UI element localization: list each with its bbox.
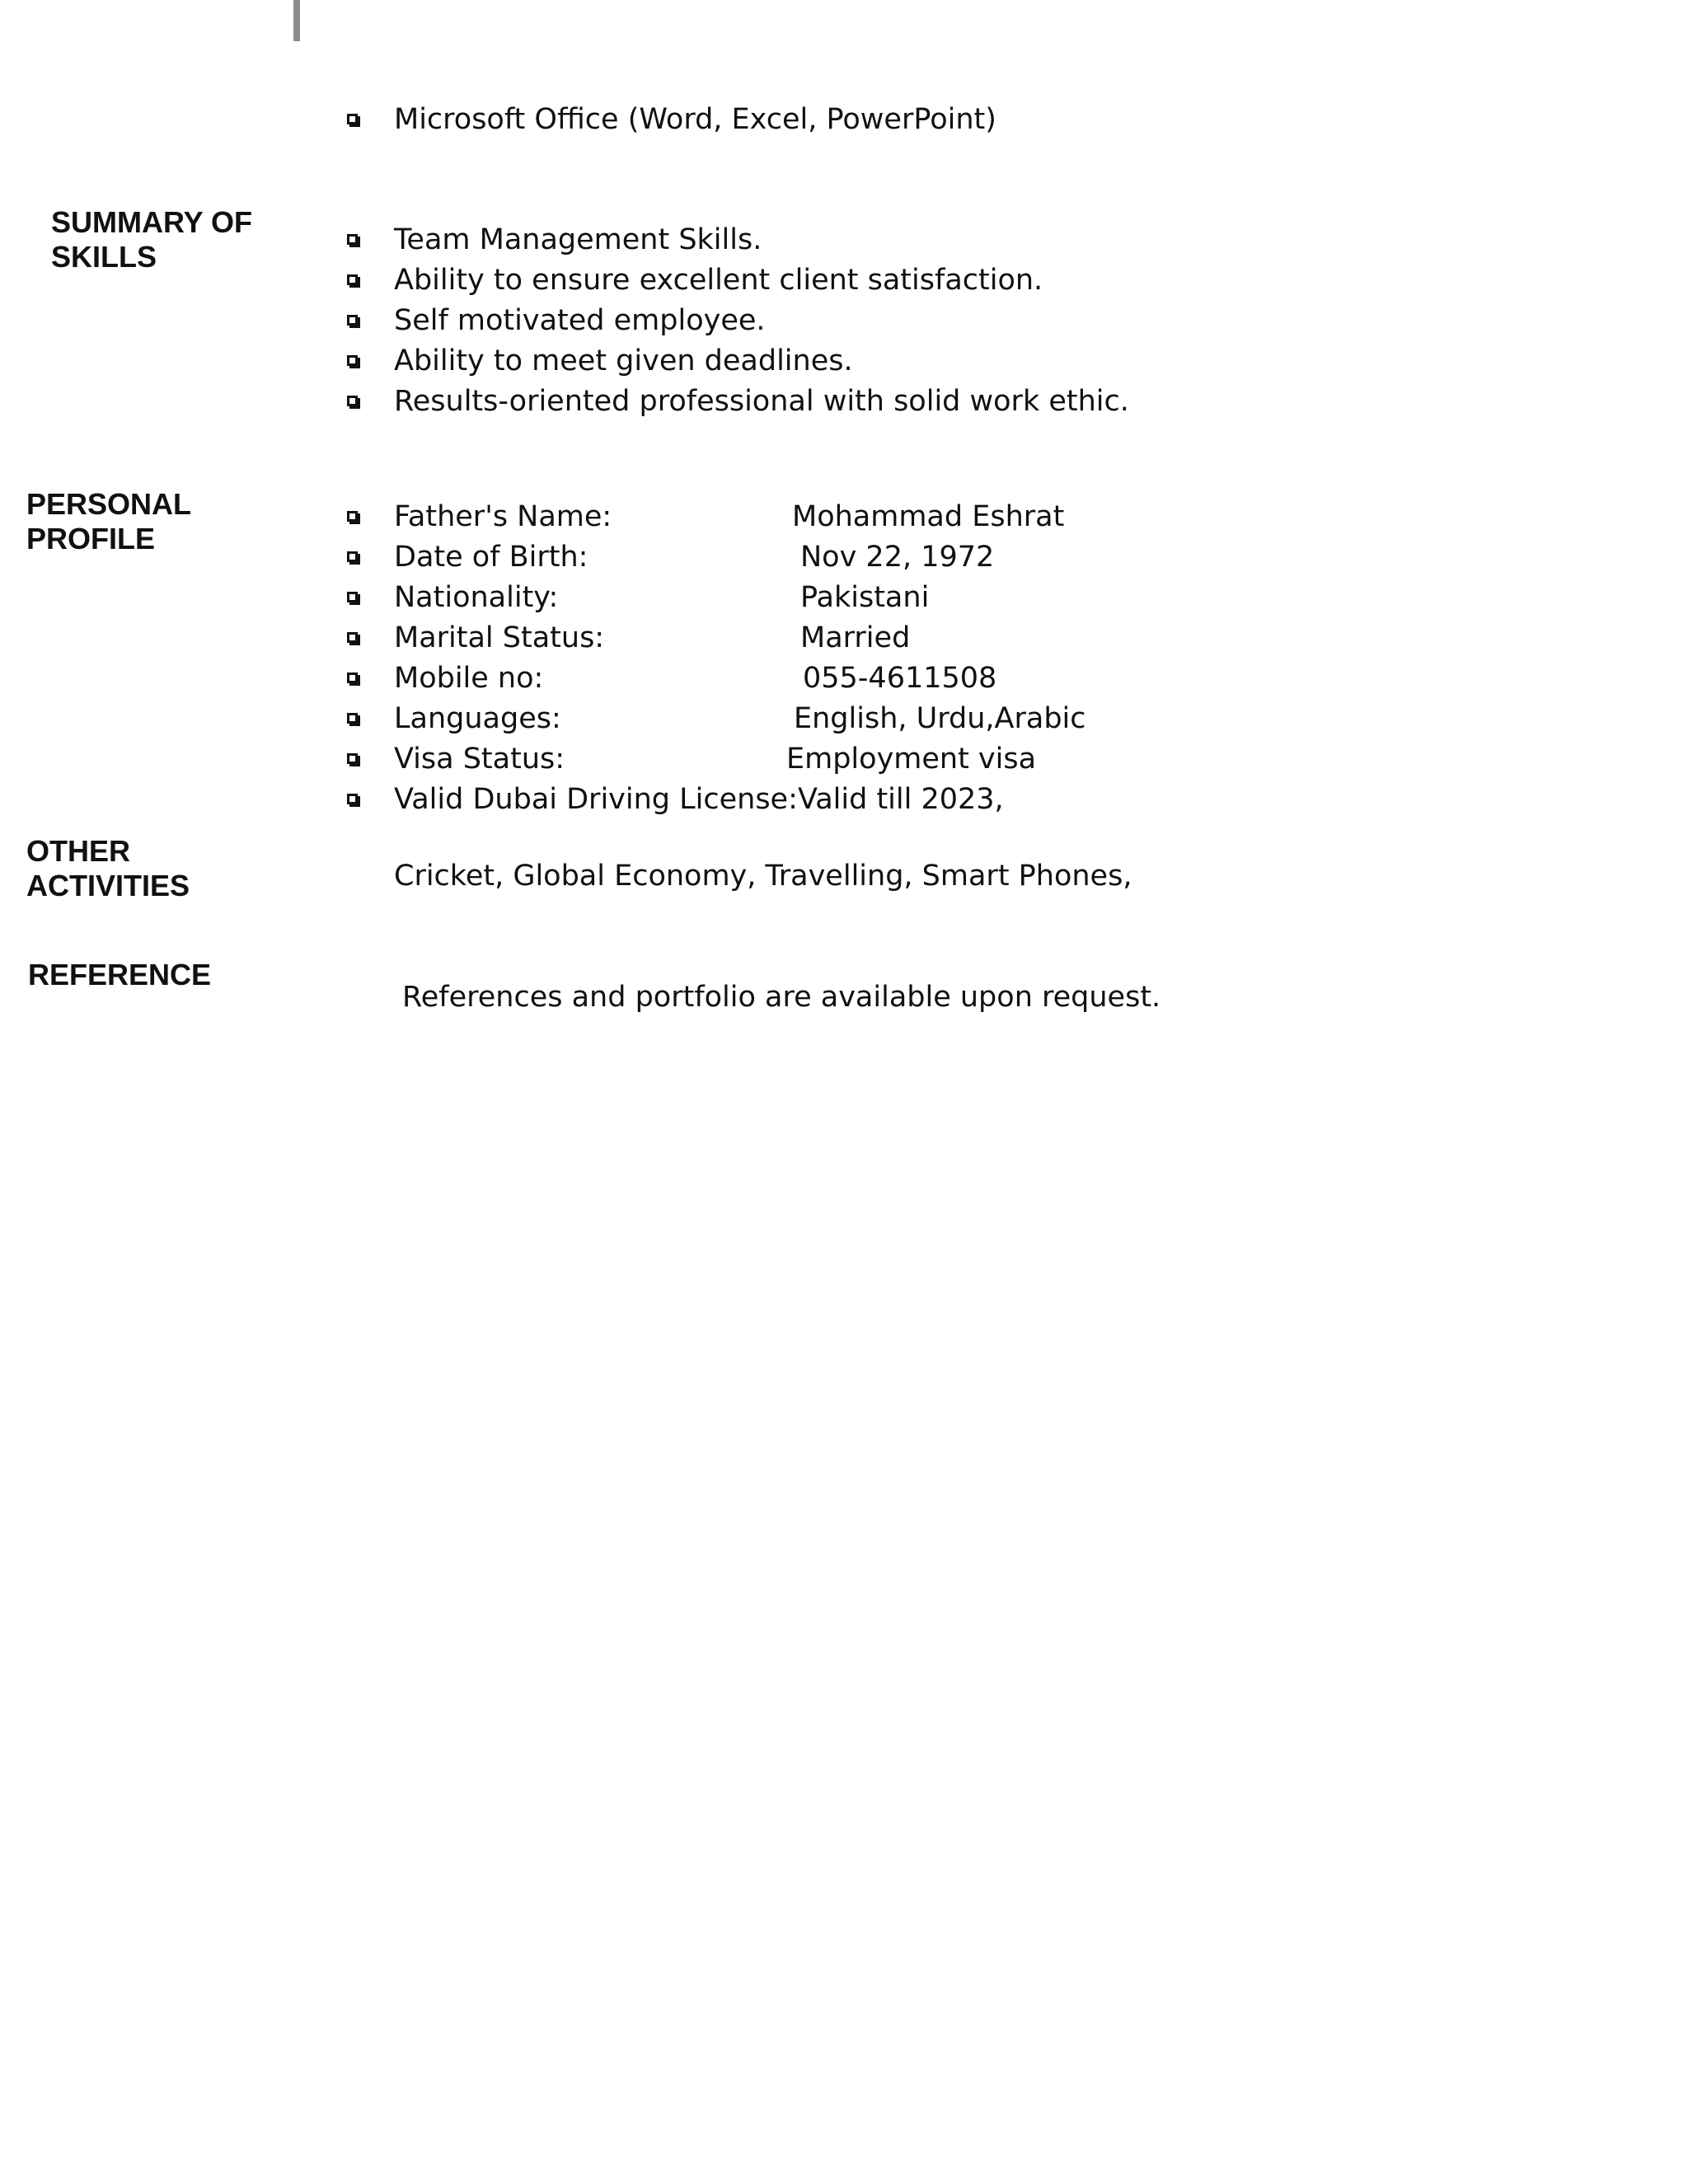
checkbox-bullet-icon: [347, 673, 358, 683]
checkbox-bullet-icon: [347, 315, 358, 326]
profile-value: Employment visa: [786, 743, 1037, 776]
checkbox-bullet-icon: [347, 713, 358, 724]
profile-label: Marital Status:: [394, 621, 605, 654]
reference-text: References and portfolio are available upon request.: [402, 981, 1161, 1014]
skill-item: Self motivated employee.: [394, 304, 766, 337]
reference-heading: REFERENCE: [28, 958, 212, 991]
checkbox-bullet-icon: [347, 592, 358, 602]
software-item: Microsoft Office (Word, Excel, PowerPoint): [394, 103, 996, 136]
checkbox-bullet-icon: [347, 551, 358, 562]
skill-item: Results-oriented professional with solid work ethic.: [394, 385, 1129, 418]
skill-item: Ability to meet given deadlines.: [394, 344, 853, 377]
profile-label: Languages:: [394, 702, 561, 735]
profile-label: Date of Birth:: [394, 541, 588, 574]
checkbox-bullet-icon: [347, 794, 358, 804]
checkbox-bullet-icon: [347, 511, 358, 522]
profile-heading-line1: PERSONAL: [26, 487, 192, 521]
checkbox-bullet-icon: [347, 274, 358, 285]
top-divider: [293, 0, 300, 41]
skill-item: Ability to ensure excellent client satisfaction.: [394, 264, 1043, 297]
checkbox-bullet-icon: [347, 355, 358, 366]
profile-value: Nov 22, 1972: [800, 541, 995, 574]
profile-label: Valid Dubai Driving License:: [394, 783, 798, 816]
profile-value: Valid till 2023,: [798, 783, 1004, 816]
skills-heading-line2: SKILLS: [51, 240, 157, 274]
profile-value: English, Urdu,Arabic: [794, 702, 1086, 735]
checkbox-bullet-icon: [347, 234, 358, 245]
checkbox-bullet-icon: [347, 632, 358, 643]
checkbox-bullet-icon: [347, 114, 358, 124]
checkbox-bullet-icon: [347, 396, 358, 406]
profile-label: Nationality:: [394, 581, 559, 614]
profile-value: 055-4611508: [803, 662, 997, 695]
activities-heading-line2: ACTIVITIES: [26, 869, 190, 902]
profile-value: Mohammad Eshrat: [792, 500, 1065, 533]
skills-heading-line1: SUMMARY OF: [51, 205, 253, 239]
checkbox-bullet-icon: [347, 753, 358, 764]
activities-heading-line1: OTHER: [26, 834, 130, 868]
profile-label: Father's Name:: [394, 500, 612, 533]
profile-value: Pakistani: [800, 581, 930, 614]
activities-text: Cricket, Global Economy, Travelling, Smart Phones,: [394, 860, 1132, 893]
profile-heading-line2: PROFILE: [26, 522, 156, 555]
skills-heading: [51, 205, 252, 274]
skill-item: Team Management Skills.: [394, 223, 762, 256]
profile-label: Mobile no:: [394, 662, 544, 695]
activities-heading: [26, 834, 190, 903]
profile-value: Married: [800, 621, 911, 654]
profile-label: Visa Status:: [394, 743, 565, 776]
profile-heading: [26, 487, 191, 556]
